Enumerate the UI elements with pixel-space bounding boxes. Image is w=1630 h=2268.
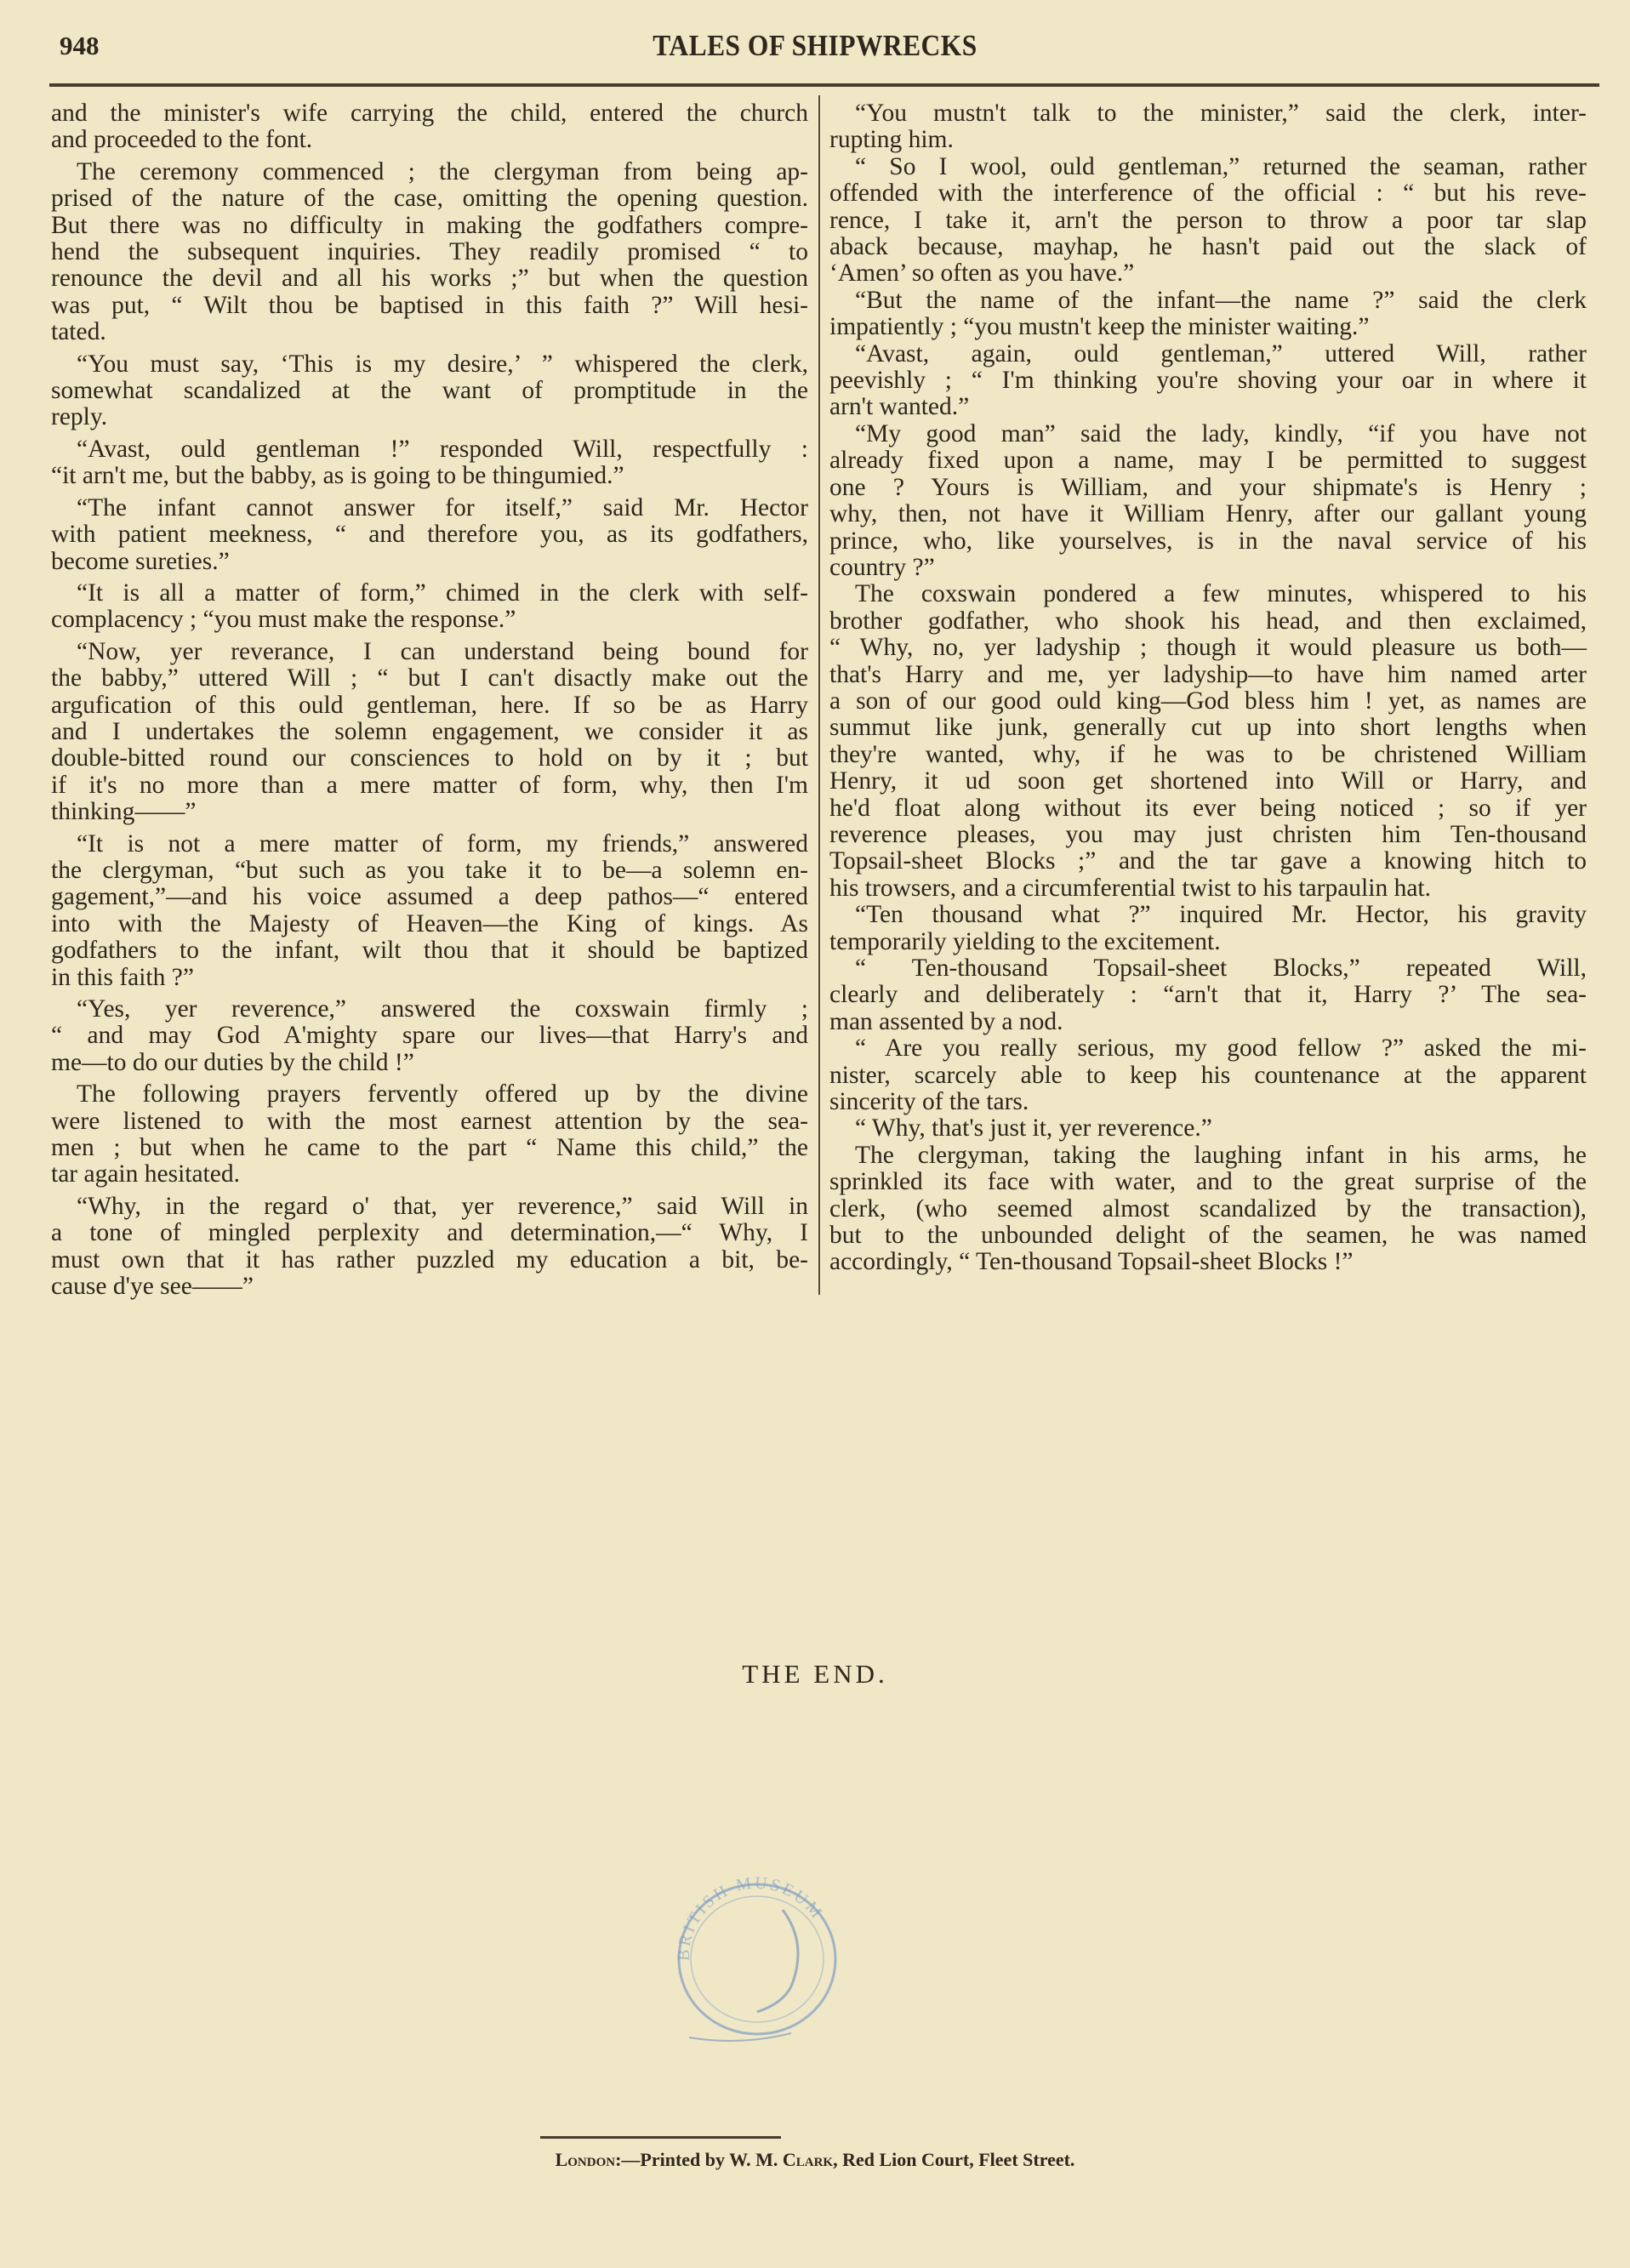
text-line: “It is not a mere matter of form, my friends,” answered [77, 829, 808, 858]
text-line: “You mustn't talk to the minister,” said the clerk, inter- [855, 100, 1587, 127]
text-line: reverence pleases, you may just christen him Ten-thousand [829, 820, 1587, 848]
paragraph [829, 100, 1587, 154]
text-line: they're wanted, why, if he was to be christened William [829, 740, 1587, 768]
text-line: me—to do our duties by the child !” [51, 1048, 414, 1076]
text-line: country ?” [829, 553, 935, 581]
text-line: complacency ; “you must make the response.” [51, 606, 516, 634]
paragraph [51, 996, 808, 1076]
text-line: and proceeded to the font. [51, 126, 313, 154]
paragraph [829, 1115, 1587, 1142]
text-line: why, then, not have it William Henry, after our gallant young [829, 500, 1587, 528]
paragraph [51, 351, 808, 431]
text-line: “ Ten-thousand Topsail-sheet Blocks,” repeated Will, [855, 954, 1587, 982]
text-line: somewhat scandalized at the want of promptitude in the [51, 377, 808, 405]
text-line: godfathers to the infant, wilt thou that it should be baptized [51, 937, 808, 965]
paragraph [829, 288, 1587, 341]
paragraph [51, 1194, 808, 1301]
text-line: impatiently ; “you mustn't keep the minister waiting.” [829, 313, 1370, 341]
text-line: a son of our good ould king—God bless him ! yet, as names are [829, 687, 1587, 715]
text-line: the clergyman, “but such as you take it to be—a solemn en- [51, 856, 808, 884]
text-line: and the minister's wife carrying the child, entered the church [51, 100, 808, 127]
right-column [829, 100, 1587, 1276]
text-line: thinking——” [51, 798, 197, 826]
text-line: and I undertakes the solemn engagement, we consider it as [51, 717, 808, 745]
library-stamp [655, 1859, 859, 2054]
paragraph [51, 159, 808, 346]
text-line: clerk, (who seemed almost scandalized by the transaction), [829, 1194, 1587, 1222]
text-line: sincerity of the tars. [829, 1088, 1029, 1116]
paragraph [829, 154, 1587, 288]
text-line: The coxswain pondered a few minutes, whispered to his [855, 580, 1587, 608]
text-line: must own that it has rather puzzled my education a bit, be- [51, 1245, 808, 1274]
text-line: “ So I wool, ould gentleman,” returned the seaman, rather [855, 152, 1587, 180]
text-line: “Why, in the regard o' that, yer reverence,” said Will in [77, 1192, 808, 1220]
text-line: “ Why, that's just it, yer reverence.” [855, 1114, 1212, 1143]
the-end-heading: THE END. [742, 1659, 888, 1689]
text-line: men ; but when he came to the part “ Name this child,” the [51, 1134, 808, 1162]
text-line: into with the Majesty of Heaven—the King of kings. As [51, 909, 808, 937]
paragraph [829, 902, 1587, 955]
column-divider [818, 95, 820, 1295]
text-line: ‘Amen’ so often as you have.” [829, 259, 1135, 288]
text-line: but to the unbounded delight of the seamen, he was named [829, 1222, 1587, 1250]
text-line: tated. [51, 318, 106, 346]
text-line: offended with the interference of the official : “ but his reve- [829, 180, 1587, 208]
text-line: he'd float along without its ever being noticed ; so if yer [829, 794, 1587, 822]
paragraph [829, 955, 1587, 1035]
text-line: “it arn't me, but the babby, as is going to be thingumied.” [51, 462, 624, 490]
text-line: double-bitted round our consciences to hold on by it ; but [51, 744, 808, 772]
text-line: argufication of this ould gentleman, here. If so be as Harry [51, 691, 808, 719]
text-line: were listened to with the most earnest attention by the sea- [51, 1107, 808, 1135]
paragraph [829, 1035, 1587, 1115]
paragraph [51, 100, 808, 154]
text-line: clearly and deliberately : “arn't that it, Harry ?’ The sea- [829, 981, 1587, 1009]
text-line: “Now, yer reverance, I can understand being bound for [77, 637, 808, 665]
text-line: “It is all a matter of form,” chimed in the clerk with self- [77, 578, 808, 607]
text-line: nister, scarcely able to keep his countenance at the apparent [829, 1061, 1587, 1089]
text-line: prince, who, like yourselves, is in the naval service of his [829, 527, 1587, 555]
text-line: reply. [51, 403, 108, 431]
text-line: Henry, it ud soon get shortened into Will or Harry, and [829, 767, 1587, 795]
paragraph [51, 436, 808, 490]
text-line: prised of the nature of the case, omitting the opening question. [51, 185, 808, 213]
text-line: The following prayers fervently offered up by the divine [77, 1080, 808, 1108]
imprint-printer: Clark [782, 2149, 834, 2170]
text-line: peevishly ; “ I'm thinking you're shoving your oar in where it [829, 367, 1587, 395]
paragraph [51, 831, 808, 991]
imprint-text-2: , Red Lion Court, Fleet Street. [833, 2149, 1075, 2170]
text-line: in this faith ?” [51, 963, 194, 991]
text-line: “Yes, yer reverence,” answered the coxswain firmly ; [77, 995, 808, 1023]
text-line: temporarily yielding to the excitement. [829, 927, 1221, 955]
paragraph [829, 341, 1587, 421]
text-line: “My good man” said the lady, kindly, “if you have not [855, 419, 1587, 447]
text-line: the babby,” uttered Will ; “ but I can't disactly make out the [51, 664, 808, 692]
text-line: a tone of mingled perplexity and determination,—“ Why, I [51, 1219, 808, 1247]
text-line: “Avast, again, ould gentleman,” uttered Will, rather [855, 339, 1587, 368]
text-line: if it's no more than a mere matter of form, why, then I'm [51, 771, 808, 799]
text-line: already fixed upon a name, may I be permitted to suggest [829, 447, 1587, 475]
paragraph [51, 495, 808, 575]
paragraph [829, 581, 1587, 902]
text-line: But there was no difficulty in making the godfathers compre- [51, 211, 808, 239]
text-line: “ Why, no, yer ladyship ; though it would pleasure us both— [829, 634, 1587, 662]
svg-text:BRITISH MUSEUM [675, 1873, 828, 1961]
printer-imprint [0, 2149, 1630, 2171]
paragraph [829, 421, 1587, 581]
page-number: 948 [60, 31, 100, 60]
text-line: The clergyman, taking the laughing infant in his arms, he [855, 1141, 1587, 1169]
paragraph [829, 1143, 1587, 1276]
text-line: with patient meekness, “ and therefore you, as its godfathers, [51, 521, 808, 549]
text-line: become sureties.” [51, 547, 230, 575]
text-line: rupting him. [829, 126, 954, 154]
header-rule [49, 83, 1599, 87]
text-line: “You must say, ‘This is my desire,’ ” whispered the clerk, [77, 350, 808, 378]
paragraph [51, 1081, 808, 1188]
text-line: The ceremony commenced ; the clergyman from being ap- [77, 157, 808, 185]
stamp-text: BRITISH MUSEUM [674, 1873, 828, 1962]
footer-rule [540, 2136, 781, 2139]
text-line: that's Harry and me, yer ladyship—to have him named arter [829, 660, 1587, 688]
text-line: “ and may God A'mighty spare our lives—that Harry's and [51, 1022, 808, 1050]
running-title: TALES OF SHIPWRECKS [653, 29, 977, 62]
left-column [51, 100, 808, 1305]
paragraph [51, 580, 808, 634]
text-line: gagement,”—and his voice assumed a deep pathos—“ entered [51, 883, 808, 911]
text-line: summut like junk, generally cut up into short lengths when [829, 714, 1587, 742]
text-line: was put, “ Wilt thou be baptised in this faith ?” Will hesi- [51, 291, 808, 319]
text-line: Topsail-sheet Blocks ;” and the tar gave a knowing hitch to [829, 847, 1587, 875]
text-line: hend the subsequent inquiries. They readily promised “ to [51, 238, 808, 266]
text-line: sprinkled its face with water, and to the great surprise of the [829, 1168, 1587, 1196]
text-line: “The infant cannot answer for itself,” said Mr. Hector [77, 493, 808, 521]
imprint-text-1: :—Printed by W. M. [615, 2149, 783, 2170]
text-line: arn't wanted.” [829, 393, 970, 421]
imprint-city: London [555, 2149, 616, 2170]
text-line: man assented by a nod. [829, 1007, 1063, 1035]
text-line: aback because, mayhap, he hasn't paid out the slack of [829, 233, 1587, 261]
text-line: “Avast, ould gentleman !” responded Will, respectfully : [77, 435, 808, 463]
text-line: brother godfather, who shook his head, and then exclaimed, [829, 607, 1587, 635]
text-line: cause d'ye see——” [51, 1273, 254, 1301]
paragraph [51, 639, 808, 826]
text-line: renounce the devil and all his works ;” but when the question [51, 265, 808, 293]
text-line: tar again hesitated. [51, 1160, 240, 1188]
text-line: “Ten thousand what ?” inquired Mr. Hector, his gravity [855, 901, 1587, 929]
text-line: “ Are you really serious, my good fellow ?” asked the mi- [855, 1034, 1587, 1063]
text-line: his trowsers, and a circumferential twist to his tarpaulin hat. [829, 874, 1431, 902]
text-line: accordingly, “ Ten-thousand Topsail-sheet Blocks !” [829, 1248, 1354, 1276]
text-line: one ? Yours is William, and your shipmate's is Henry ; [829, 473, 1587, 501]
text-line: rence, I take it, arn't the person to throw a poor tar slap [829, 206, 1587, 234]
text-line: “But the name of the infant—the name ?” said the clerk [855, 286, 1587, 314]
